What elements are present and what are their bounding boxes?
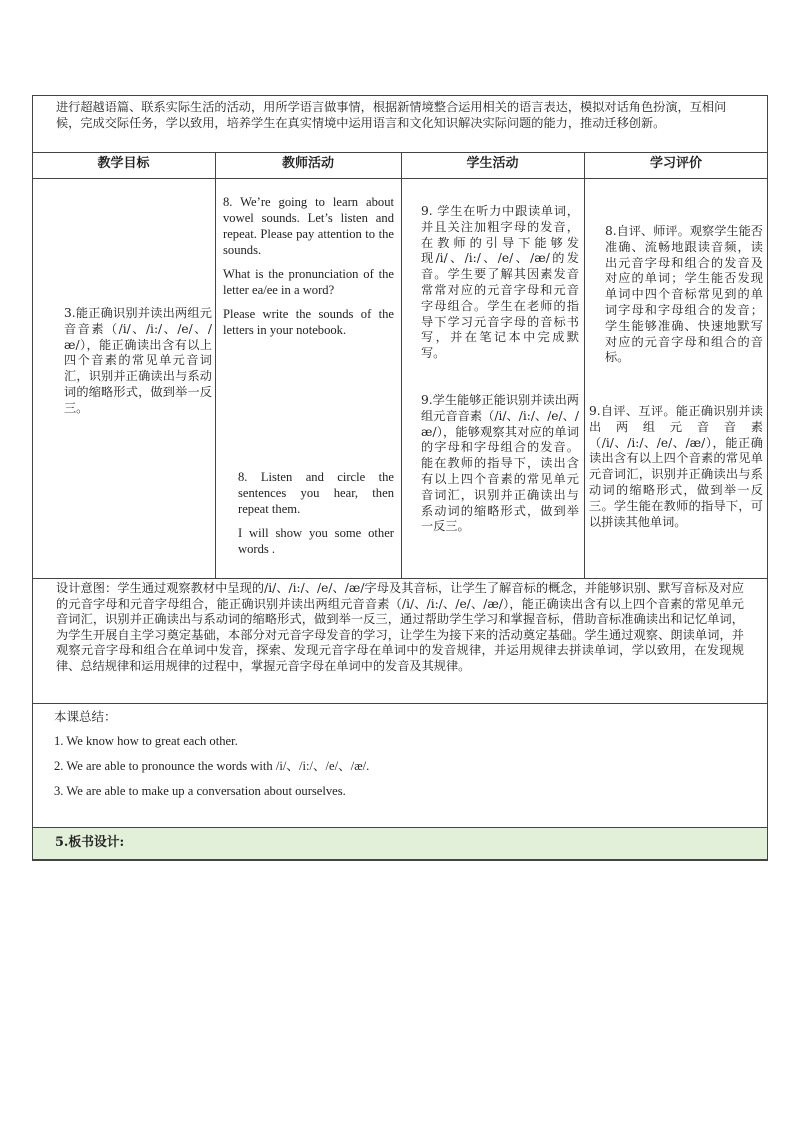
teacher-activity-top bbox=[223, 194, 394, 338]
student-activity-bottom: 9.学生能够正能识别并读出两组元音音素（/i/、/i:/、/e/、/æ/），能够观察其对应的单词的字母和字母组合的发音。能在教师的指导下，读出含有以上四个音素的常见单元音词汇，识别并正确读出与系动词的缩略形式，做到举一反三。 bbox=[421, 393, 579, 534]
header-divider bbox=[32, 178, 768, 179]
summary-item: 3. We are able to make up a conversation about ourselves. bbox=[54, 784, 346, 798]
column-divider bbox=[584, 152, 585, 578]
evaluation-top: 8.自评、师评。观察学生能否准确、流畅地跟读音频，读出元音字母和组合的发音及对应的单词；学生能否发现单词中四个音标常见到的单词字母和字母组合的发音；学生能够准确、快速地默写对应的元音字母和组合的音标。 bbox=[605, 224, 763, 365]
student-activity-top: 9. 学生在听力中跟读单词，并且关注加粗字母的发音，在教师的引导下能够发现/i/、/i:/、/e/、/æ/的发音。学生要了解其因素发音常常对应的元音字母和元音字母组合。学生在老师的指导下学习元音字母的音标书写，并在笔记本中完成默写。 bbox=[421, 204, 579, 361]
design-intent: 设计意图：学生通过观察教材中呈现的/i/、/i:/、/e/、/æ/字母及其音标，让学生了解音标的概念，并能够识别、默写音标及对应的元音字母和元音字母组合，能正确识别并读出两组元音音素（/i/、/i:/、/e/、/æ/），能正确读出含有以上四个音素的常见单元音词汇，识别并正确读出与系动词的缩略形式，做到举一反三，通过帮助学生学习和掌握音标，借助音标准确读出和记忆单词，为学生开展自主学习奠定基础，本部分对元音字母发音的学习，让学生为接下来的活动奠定基础。学生通过观察、朗读单词，并观察元音字母和组合在单词中发音，探索、发现元音字母在单词中的发音规律，并运用规律去拼读单词，学以致用，在发现规律、总结规律和运用规律的过程中，掌握元音字母在单词中的发音及其规律。 bbox=[56, 581, 744, 673]
summary-item: 1. We know how to great each other. bbox=[54, 734, 238, 748]
column-divider bbox=[401, 152, 402, 578]
header-goal: 教学目标 bbox=[32, 152, 215, 178]
teacher-step-text: I will show you some other words . bbox=[238, 526, 394, 556]
teacher-step-text: 8. Listen and circle the sentences you hear, then repeat them. bbox=[238, 470, 394, 516]
teacher-step-text: What is the pronunciation of the letter ea/ee in a word? bbox=[223, 267, 394, 297]
header-student: 学生活动 bbox=[401, 152, 584, 178]
column-divider bbox=[215, 152, 216, 578]
summary-item: 2. We are able to pronounce the words with /i/、/i:/、/e/、/æ/. bbox=[54, 759, 370, 773]
board-design-heading: 5.板书设计: bbox=[32, 827, 768, 860]
goal-cell: 3.能正确识别并读出两组元音音素（/i/、/i:/、/e/、/æ/），能正确读出含有以上四个音素的常见单元音词汇，识别并正确读出与系动词的缩略形式，做到举一反三。 bbox=[64, 306, 212, 415]
teacher-activity-bottom bbox=[238, 469, 394, 557]
evaluation-bottom: 9.自评、互评。能正确识别并读出两组元音音素（/i/、/i:/、/e/、/æ/），能正确读出含有以上四个音素的常见单元音词汇，识别并正确读出与系动词的缩略形式，做到举一反三。学生能在教师的指导下，可以拼读其他单词。 bbox=[589, 404, 763, 529]
summary-title: 本课总结： bbox=[54, 709, 117, 724]
header-teacher: 教师活动 bbox=[215, 152, 401, 178]
intro-paragraph: 进行超越语篇、联系实际生活的活动，用所学语言做事情，根据新情境整合运用相关的语言表达，模拟对话角色扮演，互相问候，完成交际任务，学以致用，培养学生在真实情境中运用语言和文化知识解决实际问题的能力，推动迁移创新。 bbox=[56, 100, 727, 130]
teacher-step-text: Please write the sounds of the letters in your notebook. bbox=[223, 307, 394, 337]
lesson-summary bbox=[32, 703, 768, 827]
teacher-step-text: 8. We’re going to learn about vowel sounds. Let’s listen and repeat. Please pay attention to the sounds. bbox=[223, 195, 394, 257]
header-evaluation: 学习评价 bbox=[584, 152, 768, 178]
